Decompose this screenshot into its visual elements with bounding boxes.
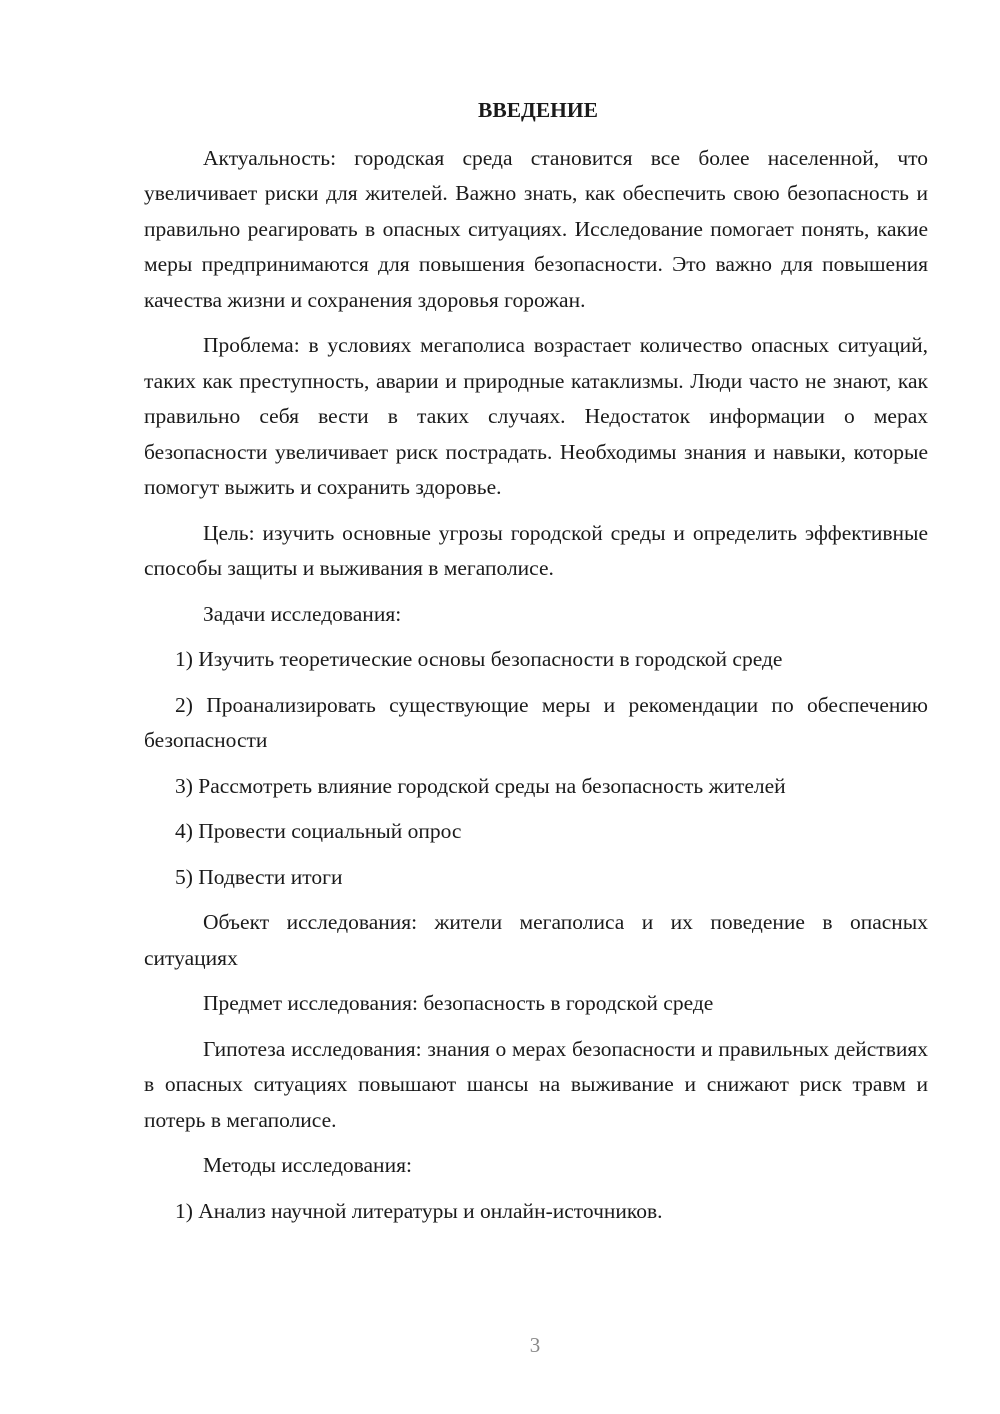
goal-paragraph: Цель: изучить основные угрозы городской среды и определить эффективные способы защиты и выживания в мегаполисе. [144, 520, 928, 580]
page-number: 3 [529, 1333, 541, 1357]
hypothesis-paragraph: Гипотеза исследования: знания о мерах безопасности и правильных действиях в опасных ситуациях повышают шансы на выживание и снижают риск травм и потерь в мегаполисе. [144, 1036, 928, 1132]
tasks-heading: Задачи исследования: [203, 601, 402, 626]
subject-paragraph: Предмет исследования: безопасность в городской среде [203, 991, 714, 1015]
task-item-2: 2) Проанализировать существующие меры и рекомендации по обеспечению безопасности [144, 692, 928, 752]
task-item-3: 3) Рассмотреть влияние городской среды на безопасность жителей [175, 773, 786, 798]
method-item-1: 1) Анализ научной литературы и онлайн-источников. [175, 1198, 663, 1223]
methods-heading: Методы исследования: [203, 1153, 412, 1177]
task-item-1: 1) Изучить теоретические основы безопасности в городской среде [175, 647, 783, 671]
document-page [144, 93, 928, 1239]
task-item-4: 4) Провести социальный опрос [175, 819, 462, 843]
section-title: ВВЕДЕНИЕ [478, 98, 598, 122]
relevance-paragraph: Актуальность: городская среда становится все более населенной, что увеличивает риски для жителей. Важно знать, как обеспечить свою безопасность и правильно реагировать в опасных ситуациях. Исследование помогает понять, какие меры предпринимаются для повышения безопасности. Это важно для повышения качества жизни и сохранения здоровья горожан. [144, 145, 928, 312]
object-paragraph: Объект исследования: жители мегаполиса и их поведение в опасных ситуациях [144, 910, 928, 970]
task-item-5: 5) Подвести итоги [175, 864, 343, 889]
problem-paragraph: Проблема: в условиях мегаполиса возрастает количество опасных ситуаций, таких как преступность, аварии и природные катаклизмы. Люди часто не знают, как правильно себя вести в таких случаях. Недостаток информации о мерах безопасности увеличивает риск пострадать. Необходимы знания и навыки, которые помогут выжить и сохранить здоровье. [144, 333, 928, 499]
